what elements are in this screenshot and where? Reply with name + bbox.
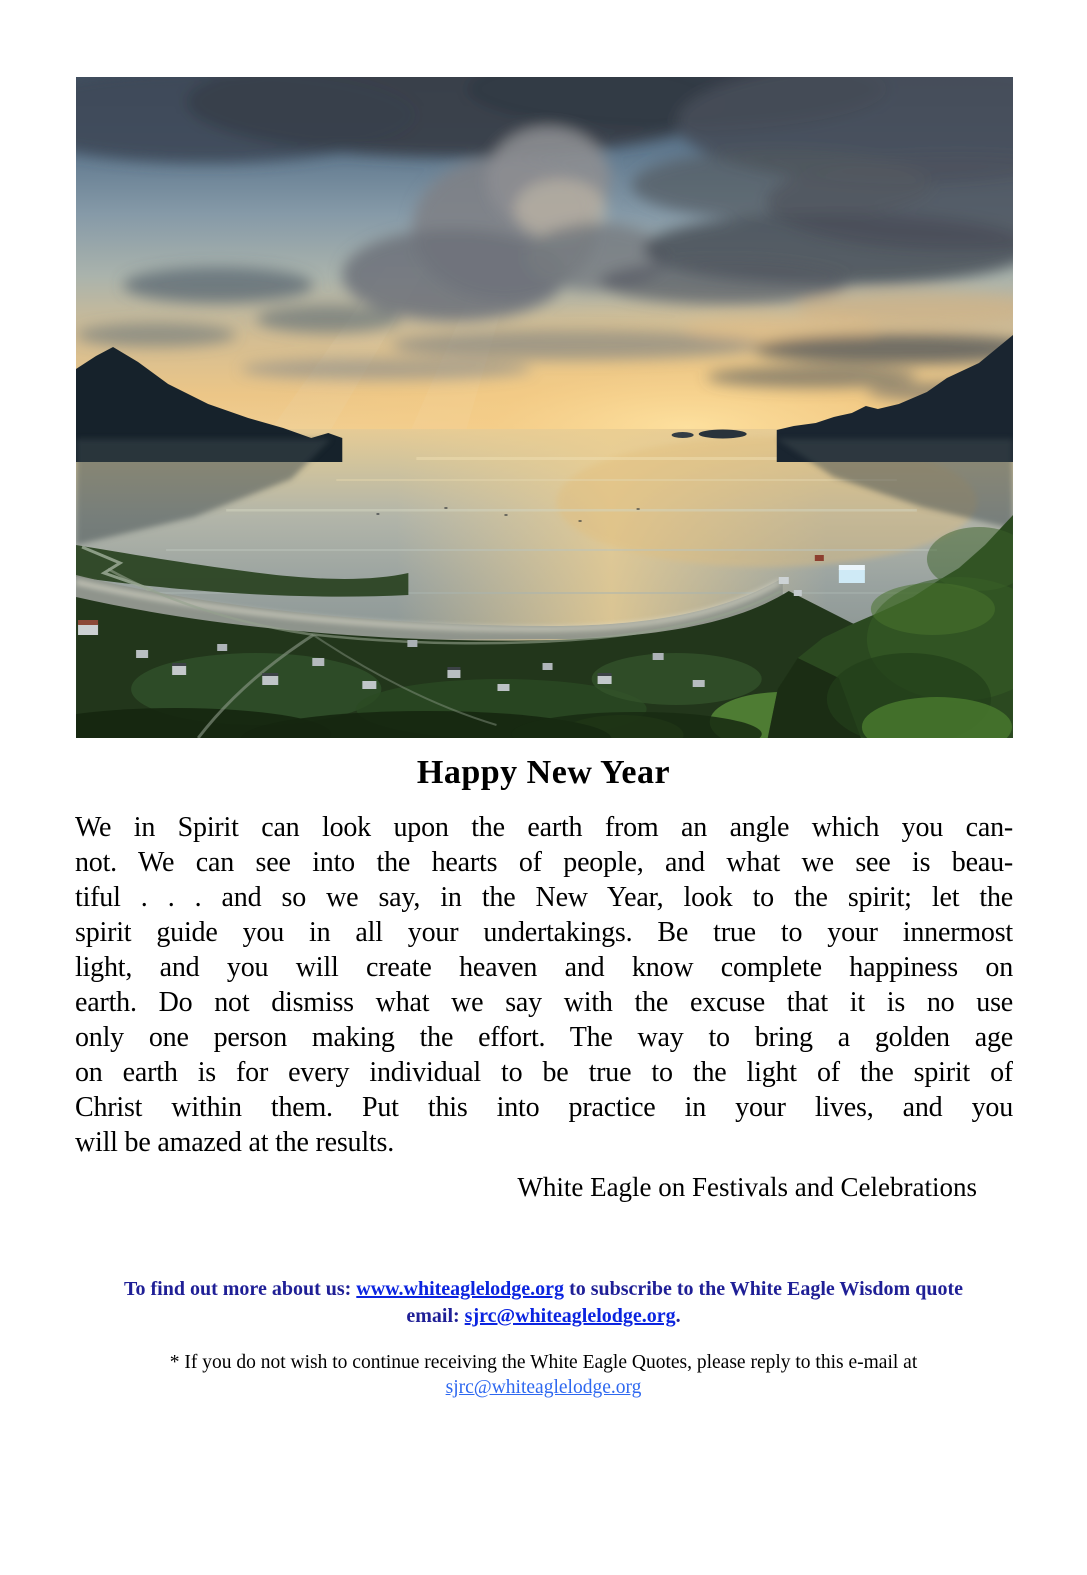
quote-line: only one person making the effort. The way to bring a golden age — [75, 1022, 1013, 1053]
quote-line: earth. Do not dismiss what we say with the excuse that it is no use — [75, 987, 1013, 1018]
website-link[interactable]: www.whiteaglelodge.org — [356, 1278, 565, 1300]
light-blue-house — [839, 569, 865, 583]
info-middle: to subscribe to the White Eagle Wisdom quote — [564, 1278, 963, 1300]
horizon-islet — [699, 430, 747, 439]
quote-line: on earth is for every individual to be true to the light of the spirit of — [75, 1057, 1013, 1088]
quote-line: tiful . . . and so we say, in the New Year, look to the spirit; let the — [75, 882, 1013, 913]
info-text — [0, 1276, 1087, 1330]
quote-line: not. We can see into the hearts of people, and what we see is beau- — [75, 847, 1013, 878]
fjord-sunset-scene — [76, 77, 1013, 738]
quote-line: We in Spirit can look upon the earth from an angle which you can- — [75, 812, 1013, 843]
quote-line: spirit guide you in all your undertakings. Be true to your innermost — [75, 917, 1013, 948]
quote-paragraph — [75, 810, 1013, 1160]
email-link[interactable]: sjrc@whiteaglelodge.org — [464, 1305, 676, 1327]
footer-line: * If you do not wish to continue receiving the White Eagle Quotes, please reply to this e-mail at — [169, 1352, 918, 1373]
info-prefix: To find out more about us: — [124, 1278, 357, 1300]
info-line-2 — [0, 1303, 1087, 1330]
hero-photo — [76, 77, 1013, 738]
info-suffix: . — [675, 1305, 681, 1327]
quote-line: light, and you will create heaven and know complete happiness on — [75, 952, 1013, 983]
info-email-label: email: — [406, 1305, 465, 1327]
quote-attribution: White Eagle on Festivals and Celebrations — [517, 1172, 977, 1202]
quote-line: will be amazed at the results. — [75, 1127, 394, 1158]
info-line-1 — [0, 1276, 1087, 1303]
page-title: Happy New Year — [416, 754, 671, 791]
quote-line: Christ within them. Put this into practice in your lives, and you — [75, 1092, 1013, 1123]
footer-note — [0, 1350, 1087, 1400]
footer-email-link[interactable]: sjrc@whiteaglelodge.org — [445, 1377, 642, 1398]
